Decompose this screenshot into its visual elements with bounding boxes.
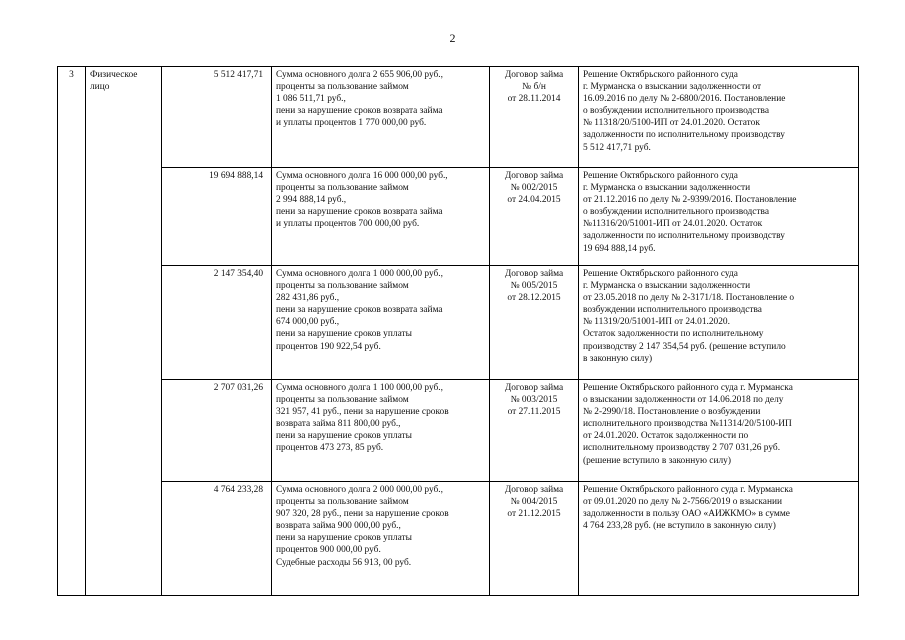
table-row [58, 67, 859, 168]
text-line: от 23.05.2018 по делу № 2-3171/18. Постановление о [583, 293, 795, 304]
text-line: и уплаты процентов 1 770 000,00 руб. [276, 118, 427, 129]
text-line: 16.09.2016 по делу № 2-6800/2016. Постановление [583, 94, 786, 105]
loan-contract [490, 266, 579, 380]
text-line: 4 764 233,28 руб. (не вступило в законную силу) [583, 521, 776, 532]
debt-description [272, 482, 490, 596]
text-line: от 21.12.2015 [507, 509, 561, 520]
text-line: (решение вступило в законную силу) [583, 455, 731, 466]
loan-contract [490, 482, 579, 596]
debt-amount: 2 707 031,26 [162, 380, 272, 482]
text-line: Договор займа [504, 171, 564, 181]
text-line: от 27.11.2015 [507, 407, 561, 418]
court-decision [579, 482, 859, 596]
text-line: пени за нарушение сроков уплаты [276, 533, 412, 544]
text-line: Договор займа [504, 70, 564, 80]
text-line: г. Мурманска о взыскании задолженности [583, 183, 751, 194]
text-line: проценты за пользование займом [276, 82, 409, 93]
text-line: Решение Октябрьского районного суда [583, 269, 738, 279]
text-line: 321 957, 41 руб., пени за нарушение сроков [276, 407, 449, 418]
text-line: от 28.11.2014 [507, 94, 561, 105]
text-line: Сумма основного долга 16 000 000,00 руб., [276, 171, 448, 181]
text-line: № б/н [522, 82, 546, 93]
table-row [58, 380, 859, 482]
text-line: пени за нарушение сроков возврата займа [276, 305, 443, 316]
text-line: от 21.12.2016 по делу № 2-9399/2016. Постановление [583, 195, 797, 206]
text-line: задолженности по исполнительному производству [583, 130, 785, 141]
court-decision [579, 266, 859, 380]
debt-amount: 5 512 417,71 [162, 67, 272, 168]
text-line: 1 086 511,71 руб., [276, 94, 346, 105]
text-line: пени за нарушение сроков возврата займа [276, 207, 443, 218]
text-line: № 2-2990/18. Постановление о возбуждении [583, 407, 761, 418]
table-row [58, 266, 859, 380]
text-line: Договор займа [504, 383, 564, 393]
text-line: и уплаты процентов 700 000,00 руб. [276, 219, 420, 230]
debt-amount: 2 147 354,40 [162, 266, 272, 380]
text-line: от 24.04.2015 [507, 195, 561, 206]
debt-description [272, 380, 490, 482]
debtor-line: лицо [90, 82, 110, 93]
debt-table [57, 66, 859, 596]
text-line: от 28.12.2015 [507, 293, 561, 304]
text-line: о возбуждении исполнительного производства [583, 207, 769, 218]
text-line: Решение Октябрьского районного суда г. Мурманска [583, 485, 793, 495]
text-line: Решение Октябрьского районного суда [583, 171, 738, 181]
text-line: исполнительного производства №11314/20/5100-ИП [583, 419, 792, 430]
text-line: пени за нарушение сроков возврата займа [276, 106, 443, 117]
text-line: производству 2 147 354,54 руб. (решение вступило [583, 341, 786, 352]
debt-description [272, 168, 490, 266]
text-line: №11316/20/51001-ИП от 24.01.2020. Остаток [583, 219, 763, 230]
court-decision [579, 168, 859, 266]
text-line: 907 320, 28 руб., пени за нарушение сроков [276, 509, 449, 520]
text-line: 674 000,00 руб., [276, 317, 340, 328]
text-line: пени за нарушение сроков уплаты [276, 329, 412, 340]
text-line: Договор займа [504, 485, 564, 495]
debt-description [272, 266, 490, 380]
debt-amount: 4 764 233,28 [162, 482, 272, 596]
table-row [58, 168, 859, 266]
text-line: исполнительному производству 2 707 031,26 руб. [583, 443, 781, 454]
text-line: № 002/2015 [510, 183, 558, 194]
text-line: о возбуждении исполнительного производства [583, 106, 769, 117]
court-decision [579, 380, 859, 482]
loan-contract [490, 380, 579, 482]
text-line: Решение Октябрьского районного суда г. Мурманска [583, 383, 793, 393]
text-line: возбуждении исполнительного производства [583, 305, 762, 316]
court-decision [579, 67, 859, 168]
text-line: процентов 900 000,00 руб. [276, 545, 381, 556]
text-line: 2 994 888,14 руб., [276, 195, 347, 206]
text-line: Судебные расходы 56 913, 00 руб. [276, 557, 412, 568]
text-line: г. Мурманска о взыскании задолженности [583, 281, 751, 292]
text-line: Сумма основного долга 1 100 000,00 руб., [276, 383, 443, 393]
text-line: в законную силу) [583, 353, 653, 364]
debtor-type [86, 67, 162, 596]
text-line: возврата займа 811 800,00 руб., [276, 419, 401, 430]
text-line: Сумма основного долга 2 000 000,00 руб., [276, 485, 443, 495]
debtor-line: Физическое [90, 70, 138, 80]
text-line: возврата займа 900 000,00 руб., [276, 521, 401, 532]
text-line: проценты за пользование займом [276, 497, 409, 508]
text-line: № 11319/20/51001-ИП от 24.01.2020. [583, 317, 730, 328]
text-line: № 005/2015 [510, 281, 558, 292]
text-line: процентов 473 273, 85 руб. [276, 443, 384, 454]
text-line: от 24.01.2020. Остаток задолженности по [583, 431, 749, 442]
row-number: 3 [58, 67, 86, 596]
text-line: о взыскании задолженности от 14.06.2018 по делу [583, 395, 784, 406]
text-line: Сумма основного долга 1 000 000,00 руб., [276, 269, 443, 279]
text-line: проценты за пользование займом [276, 281, 409, 292]
page-number: 2 [449, 31, 456, 45]
text-line: задолженности в пользу ОАО «АИЖКМО» в сумме [583, 509, 790, 520]
text-line: Сумма основного долга 2 655 906,00 руб., [276, 70, 443, 80]
text-line: 5 512 417,71 руб. [583, 142, 651, 153]
loan-contract [490, 168, 579, 266]
text-line: проценты за пользование займом [276, 395, 409, 406]
debt-description [272, 67, 490, 168]
text-line: пени за нарушение сроков уплаты [276, 431, 412, 442]
text-line: Решение Октябрьского районного суда [583, 70, 738, 80]
text-line: № 11318/20/5100-ИП от 24.01.2020. Остаток [583, 118, 760, 129]
text-line: от 09.01.2020 по делу № 2-7566/2019 о взыскании [583, 497, 783, 508]
text-line: проценты за пользование займом [276, 183, 409, 194]
text-line: 19 694 888,14 руб. [583, 243, 656, 254]
text-line: № 003/2015 [510, 395, 558, 406]
text-line: 282 431,86 руб., [276, 293, 340, 304]
text-line: № 004/2015 [510, 497, 558, 508]
table-row [58, 482, 859, 596]
text-line: г. Мурманска о взыскании задолженности от [583, 82, 762, 93]
loan-contract [490, 67, 579, 168]
debt-amount: 19 694 888,14 [162, 168, 272, 266]
text-line: Остаток задолженности по исполнительному [583, 329, 764, 340]
text-line: задолженности по исполнительному производству [583, 231, 785, 242]
text-line: Договор займа [504, 269, 564, 279]
text-line: процентов 190 922,54 руб. [276, 341, 381, 352]
